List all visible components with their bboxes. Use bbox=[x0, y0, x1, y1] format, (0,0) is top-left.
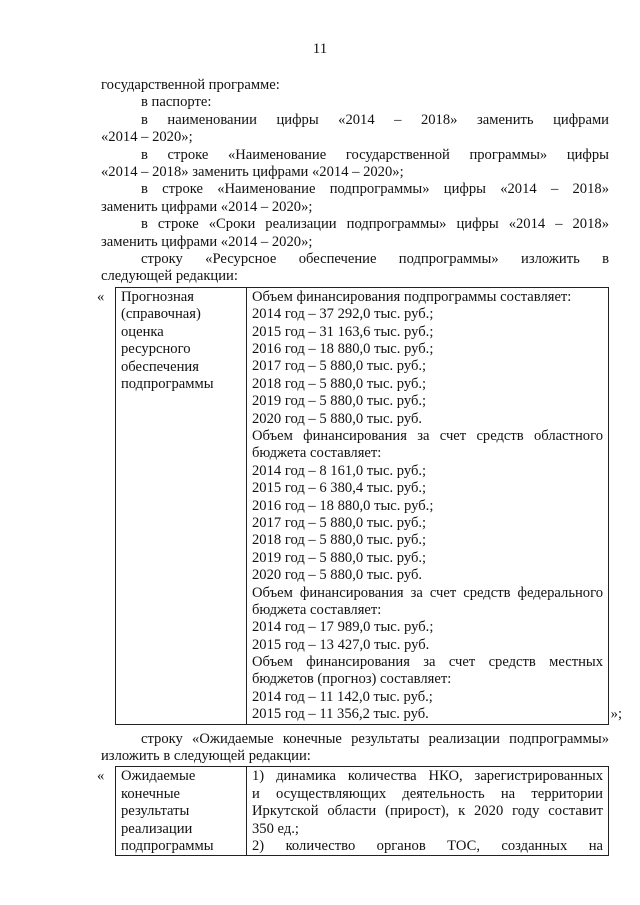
paragraph-line: в паспорте: bbox=[141, 94, 212, 111]
value-line: Объем финансирования подпрограммы составляет: bbox=[252, 288, 572, 305]
document-body bbox=[97, 77, 622, 855]
value-line: 2018 год – 5 880,0 тыс. руб.; bbox=[252, 375, 427, 392]
value-line: 2014 год – 8 161,0 тыс. руб.; bbox=[252, 462, 427, 479]
table-row bbox=[116, 767, 609, 856]
paragraph-line: в строке «Сроки реализации подпрограммы» цифры «2014 – 2018» bbox=[141, 216, 609, 233]
paragraph-line: заменить цифрами «2014 – 2020»; bbox=[101, 233, 313, 250]
value-line: 2018 год – 5 880,0 тыс. руб.; bbox=[252, 532, 427, 549]
row-label-line: результаты bbox=[121, 803, 190, 820]
value-line: 1) динамика количества НКО, зарегистрированных bbox=[252, 768, 603, 785]
table-row bbox=[116, 287, 609, 724]
paragraph-line: государственной программе: bbox=[101, 77, 280, 93]
value-line: Объем финансирования за счет средств местных bbox=[252, 654, 603, 671]
row-value-cell bbox=[247, 767, 609, 856]
row-label-line: конечные bbox=[121, 785, 181, 802]
value-line: бюджета составляет: bbox=[252, 601, 382, 618]
paragraph-line: строку «Ресурсное обеспечение подпрограммы» изложить в bbox=[141, 251, 609, 268]
row-label-line: ресурсного bbox=[121, 341, 191, 358]
row-label-line: оценка bbox=[121, 323, 164, 340]
row-label-line: Ожидаемые bbox=[121, 768, 196, 785]
resource-table-block bbox=[97, 287, 622, 725]
row-label-line: подпрограммы bbox=[121, 375, 214, 392]
paragraph-line: в строке «Наименование подпрограммы» цифры «2014 – 2018» bbox=[141, 181, 609, 198]
value-line: 2) количество органов ТОС, созданных на bbox=[252, 838, 603, 855]
value-line: 2015 год – 31 163,6 тыс. руб.; bbox=[252, 323, 434, 340]
value-line: Объем финансирования за счет средств областного bbox=[252, 428, 603, 444]
row-value-cell bbox=[247, 287, 609, 724]
row-label-line: (справочная) bbox=[121, 306, 201, 323]
value-line: 2016 год – 18 880,0 тыс. руб.; bbox=[252, 341, 434, 358]
paragraph-line: в наименовании цифры «2014 – 2018» заменить цифрами bbox=[141, 111, 609, 128]
value-line: 2019 год – 5 880,0 тыс. руб.; bbox=[252, 549, 427, 566]
value-line: 2014 год – 11 142,0 тыс. руб.; bbox=[252, 688, 433, 705]
value-line: 2020 год – 5 880,0 тыс. руб. bbox=[252, 410, 423, 427]
paragraph-line: заменить цифрами «2014 – 2020»; bbox=[101, 198, 313, 215]
value-line: 2015 год – 6 380,4 тыс. руб.; bbox=[252, 480, 427, 497]
resource-provision-table bbox=[115, 287, 609, 725]
row-label-cell bbox=[116, 767, 247, 856]
value-line: 2014 год – 37 292,0 тыс. руб.; bbox=[252, 306, 434, 323]
value-line: 2020 год – 5 880,0 тыс. руб. bbox=[252, 567, 423, 584]
row-label-line: подпрограммы bbox=[121, 838, 214, 855]
open-quote: « bbox=[97, 768, 105, 785]
close-quote: »; bbox=[610, 706, 622, 723]
expected-results-table bbox=[115, 766, 609, 856]
value-line: 350 ед.; bbox=[252, 820, 299, 837]
value-line: 2017 год – 5 880,0 тыс. руб.; bbox=[252, 358, 427, 375]
row-label-line: Прогнозная bbox=[121, 288, 194, 305]
paragraph-line: следующей редакции: bbox=[101, 268, 238, 285]
page-number: 11 bbox=[312, 41, 328, 57]
value-line: бюджета составляет: bbox=[252, 445, 382, 462]
value-line: 2014 год – 17 989,0 тыс. руб.; bbox=[252, 619, 434, 636]
row-label-line: обеспечения bbox=[121, 358, 199, 375]
value-line: Иркутской области (прирост), к 2020 году составит bbox=[252, 803, 603, 820]
value-line: 2019 год – 5 880,0 тыс. руб.; bbox=[252, 393, 427, 410]
paragraph-line: в строке «Наименование государственной программы» цифры bbox=[141, 146, 609, 163]
value-line: и осуществляющих деятельность на территории bbox=[252, 785, 603, 802]
value-line: 2015 год – 11 356,2 тыс. руб. bbox=[252, 706, 429, 723]
value-line: 2016 год – 18 880,0 тыс. руб.; bbox=[252, 497, 434, 514]
value-line: бюджетов (прогноз) составляет: bbox=[252, 671, 452, 688]
row-label-line: реализации bbox=[121, 820, 193, 837]
value-line: 2017 год – 5 880,0 тыс. руб.; bbox=[252, 514, 427, 531]
value-line: Объем финансирования за счет средств федерального bbox=[252, 584, 603, 601]
paragraph-line: «2014 – 2020»; bbox=[101, 129, 193, 146]
paragraph-line: строку «Ожидаемые конечные результаты реализации подпрограммы» bbox=[141, 730, 609, 747]
open-quote: « bbox=[97, 288, 105, 305]
paragraph-line: «2014 – 2018» заменить цифрами «2014 – 2020»; bbox=[101, 164, 404, 181]
results-table-block bbox=[97, 766, 609, 855]
value-line: 2015 год – 13 427,0 тыс. руб. bbox=[252, 636, 430, 653]
paragraph-line: изложить в следующей редакции: bbox=[101, 748, 311, 765]
row-label-cell bbox=[116, 287, 247, 724]
